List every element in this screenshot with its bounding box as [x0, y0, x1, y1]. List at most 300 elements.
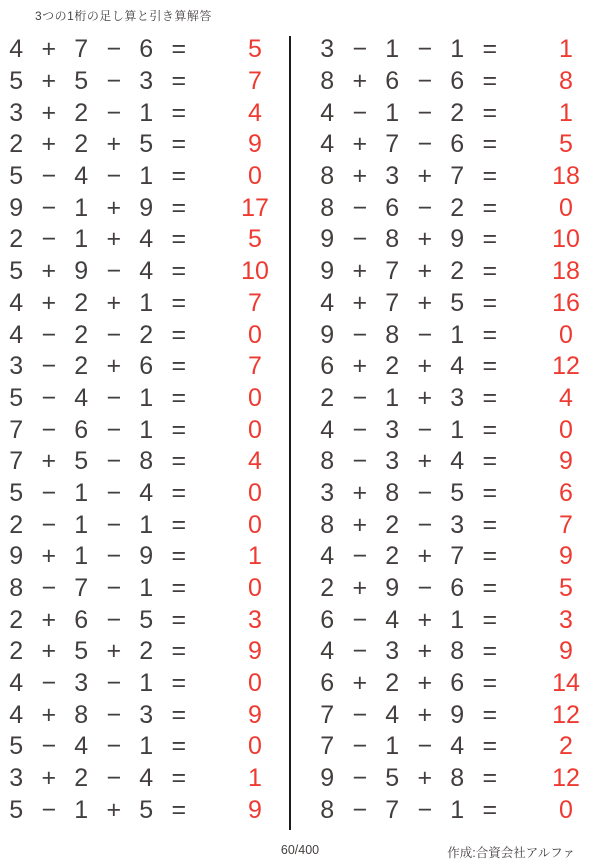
- operand: 4: [74, 732, 89, 761]
- operator: +: [41, 98, 57, 127]
- operand: 1: [139, 98, 154, 127]
- operator: −: [352, 637, 368, 666]
- equals-sign: =: [171, 795, 187, 824]
- answer-value: 9: [559, 637, 573, 666]
- answer-value: 10: [241, 257, 269, 286]
- operand: 1: [139, 162, 154, 191]
- operand: 9: [74, 257, 89, 286]
- operator: +: [417, 257, 433, 286]
- operator: +: [417, 700, 433, 729]
- operator: −: [106, 669, 122, 698]
- equation-row: [0, 509, 288, 541]
- equation-row: [311, 97, 599, 129]
- operand: 2: [74, 288, 89, 317]
- operand: 2: [74, 352, 89, 381]
- operator: −: [352, 700, 368, 729]
- operator: +: [106, 130, 122, 159]
- equals-sign: =: [482, 637, 498, 666]
- equals-sign: =: [482, 67, 498, 96]
- equation-row: [0, 763, 288, 795]
- equals-sign: =: [482, 257, 498, 286]
- operator: −: [417, 320, 433, 349]
- operator: −: [106, 98, 122, 127]
- operand: 8: [320, 67, 335, 96]
- operand: 5: [450, 478, 465, 507]
- operator: +: [417, 542, 433, 571]
- equation-row: [311, 795, 599, 827]
- operand: 2: [74, 320, 89, 349]
- equation-row: [0, 66, 288, 98]
- equals-sign: =: [171, 130, 187, 159]
- equals-sign: =: [482, 225, 498, 254]
- equation-row: [311, 763, 599, 795]
- operand: 4: [139, 764, 154, 793]
- operand: 2: [9, 605, 24, 634]
- operand: 6: [74, 415, 89, 444]
- operand: 8: [320, 795, 335, 824]
- answer-value: 0: [559, 415, 573, 444]
- operand: 4: [74, 383, 89, 412]
- operand: 5: [9, 383, 24, 412]
- operator: −: [41, 383, 57, 412]
- operand: 4: [139, 257, 154, 286]
- operand: 5: [139, 130, 154, 159]
- equation-row: [0, 351, 288, 383]
- equation-row: [311, 383, 599, 415]
- operand: 1: [385, 383, 400, 412]
- operator: +: [417, 162, 433, 191]
- operator: −: [417, 67, 433, 96]
- operand: 1: [74, 225, 89, 254]
- operand: 3: [9, 352, 24, 381]
- operator: −: [41, 732, 57, 761]
- operand: 3: [385, 162, 400, 191]
- column-divider-line: [289, 36, 291, 830]
- operand: 9: [139, 542, 154, 571]
- equation-row: [311, 192, 599, 224]
- operand: 9: [450, 225, 465, 254]
- operand: 9: [139, 193, 154, 222]
- operand: 3: [385, 415, 400, 444]
- operand: 1: [139, 732, 154, 761]
- operator: −: [417, 510, 433, 539]
- operand: 4: [385, 700, 400, 729]
- equals-sign: =: [482, 320, 498, 349]
- answer-value: 12: [552, 764, 580, 793]
- equals-sign: =: [482, 193, 498, 222]
- answer-value: 1: [248, 764, 262, 793]
- operator: −: [106, 732, 122, 761]
- operand: 6: [139, 352, 154, 381]
- answer-value: 0: [248, 478, 262, 507]
- answer-value: 8: [559, 67, 573, 96]
- operator: +: [417, 352, 433, 381]
- answer-value: 17: [241, 193, 269, 222]
- operand: 2: [9, 225, 24, 254]
- equation-row: [311, 129, 599, 161]
- operand: 4: [9, 700, 24, 729]
- equals-sign: =: [171, 510, 187, 539]
- equations-column-left: [0, 34, 288, 826]
- operand: 3: [139, 700, 154, 729]
- operand: 3: [320, 478, 335, 507]
- equation-row: [311, 66, 599, 98]
- equation-row: [0, 573, 288, 605]
- answer-value: 9: [248, 130, 262, 159]
- equals-sign: =: [482, 98, 498, 127]
- operand: 7: [9, 415, 24, 444]
- operand: 9: [385, 574, 400, 603]
- equals-sign: =: [171, 700, 187, 729]
- answer-value: 0: [248, 574, 262, 603]
- answer-value: 1: [559, 98, 573, 127]
- operand: 1: [450, 415, 465, 444]
- operand: 3: [385, 447, 400, 476]
- operand: 4: [320, 288, 335, 317]
- operator: +: [41, 288, 57, 317]
- equation-row: [311, 161, 599, 193]
- operator: −: [417, 574, 433, 603]
- equals-sign: =: [171, 605, 187, 634]
- answer-value: 18: [552, 162, 580, 191]
- equation-row: [311, 668, 599, 700]
- answer-value: 3: [559, 605, 573, 634]
- operator: +: [41, 700, 57, 729]
- equals-sign: =: [171, 669, 187, 698]
- equals-sign: =: [171, 225, 187, 254]
- operand: 7: [320, 732, 335, 761]
- operand: 3: [450, 383, 465, 412]
- operator: −: [417, 478, 433, 507]
- answer-value: 0: [559, 795, 573, 824]
- equals-sign: =: [482, 447, 498, 476]
- answer-value: 9: [248, 637, 262, 666]
- operand: 9: [9, 193, 24, 222]
- operand: 5: [9, 67, 24, 96]
- operator: +: [41, 67, 57, 96]
- equation-row: [0, 795, 288, 827]
- operand: 4: [9, 669, 24, 698]
- operand: 7: [9, 447, 24, 476]
- equals-sign: =: [171, 574, 187, 603]
- operand: 2: [450, 193, 465, 222]
- operator: +: [352, 352, 368, 381]
- operand: 6: [320, 605, 335, 634]
- operand: 3: [450, 510, 465, 539]
- operator: −: [106, 320, 122, 349]
- operand: 2: [139, 637, 154, 666]
- operand: 5: [9, 795, 24, 824]
- operand: 8: [320, 447, 335, 476]
- equation-row: [0, 604, 288, 636]
- equation-row: [311, 256, 599, 288]
- answer-value: 5: [248, 225, 262, 254]
- operand: 8: [9, 574, 24, 603]
- operand: 1: [74, 193, 89, 222]
- equals-sign: =: [171, 383, 187, 412]
- operand: 9: [320, 257, 335, 286]
- operand: 9: [320, 320, 335, 349]
- operand: 7: [450, 162, 465, 191]
- equals-sign: =: [171, 732, 187, 761]
- operator: −: [106, 35, 122, 64]
- operand: 1: [74, 510, 89, 539]
- operand: 7: [385, 257, 400, 286]
- operator: −: [41, 415, 57, 444]
- operator: +: [41, 605, 57, 634]
- operand: 4: [450, 732, 465, 761]
- operand: 8: [139, 447, 154, 476]
- operand: 7: [74, 35, 89, 64]
- operator: −: [106, 478, 122, 507]
- operator: +: [417, 669, 433, 698]
- operator: −: [106, 700, 122, 729]
- credit-text: 作成:合資会社アルファ: [447, 846, 575, 860]
- operand: 1: [139, 415, 154, 444]
- operand: 1: [450, 795, 465, 824]
- equation-row: [311, 699, 599, 731]
- operator: +: [417, 447, 433, 476]
- equals-sign: =: [482, 288, 498, 317]
- equation-row: [311, 446, 599, 478]
- equation-row: [311, 509, 599, 541]
- operator: −: [41, 225, 57, 254]
- operand: 4: [320, 130, 335, 159]
- equals-sign: =: [482, 542, 498, 571]
- equation-row: [0, 446, 288, 478]
- equation-row: [0, 319, 288, 351]
- equals-sign: =: [482, 605, 498, 634]
- operand: 8: [450, 764, 465, 793]
- operator: −: [352, 732, 368, 761]
- answer-value: 10: [552, 225, 580, 254]
- operator: +: [352, 288, 368, 317]
- operator: −: [417, 193, 433, 222]
- operator: −: [41, 574, 57, 603]
- equation-row: [311, 731, 599, 763]
- operator: +: [106, 288, 122, 317]
- operator: +: [41, 764, 57, 793]
- equation-row: [0, 414, 288, 446]
- equals-sign: =: [171, 257, 187, 286]
- operator: −: [352, 193, 368, 222]
- equals-sign: =: [482, 130, 498, 159]
- equation-row: [0, 192, 288, 224]
- operator: −: [352, 35, 368, 64]
- operand: 4: [139, 478, 154, 507]
- equals-sign: =: [482, 510, 498, 539]
- operand: 6: [450, 130, 465, 159]
- answer-value: 14: [552, 669, 580, 698]
- operator: +: [352, 574, 368, 603]
- operand: 4: [450, 447, 465, 476]
- operand: 6: [385, 67, 400, 96]
- operand: 6: [450, 67, 465, 96]
- operator: +: [41, 257, 57, 286]
- operator: +: [417, 637, 433, 666]
- equals-sign: =: [482, 764, 498, 793]
- operator: +: [106, 637, 122, 666]
- answer-value: 0: [559, 320, 573, 349]
- operator: +: [41, 542, 57, 571]
- answer-value: 2: [559, 732, 573, 761]
- answer-value: 7: [248, 67, 262, 96]
- operand: 3: [9, 764, 24, 793]
- operand: 2: [450, 257, 465, 286]
- equals-sign: =: [482, 478, 498, 507]
- operand: 7: [385, 130, 400, 159]
- operand: 2: [74, 764, 89, 793]
- operand: 6: [139, 35, 154, 64]
- operator: −: [352, 764, 368, 793]
- equation-row: [311, 224, 599, 256]
- operand: 4: [320, 542, 335, 571]
- operator: −: [352, 447, 368, 476]
- answer-value: 0: [248, 732, 262, 761]
- operand: 1: [450, 320, 465, 349]
- answer-value: 5: [559, 574, 573, 603]
- operator: −: [106, 415, 122, 444]
- operator: −: [417, 130, 433, 159]
- operand: 6: [450, 574, 465, 603]
- operand: 9: [450, 700, 465, 729]
- operand: 1: [74, 542, 89, 571]
- equation-row: [0, 34, 288, 66]
- operand: 2: [74, 130, 89, 159]
- answer-value: 0: [248, 669, 262, 698]
- operand: 9: [320, 764, 335, 793]
- operator: −: [106, 447, 122, 476]
- operator: −: [352, 795, 368, 824]
- operand: 6: [450, 669, 465, 698]
- answer-value: 4: [559, 383, 573, 412]
- equation-row: [0, 383, 288, 415]
- equals-sign: =: [171, 764, 187, 793]
- operator: +: [417, 225, 433, 254]
- operand: 5: [9, 478, 24, 507]
- operator: +: [417, 764, 433, 793]
- operand: 7: [385, 795, 400, 824]
- operand: 2: [385, 542, 400, 571]
- operator: −: [106, 257, 122, 286]
- equation-row: [0, 97, 288, 129]
- equation-row: [311, 573, 599, 605]
- operand: 5: [9, 162, 24, 191]
- operand: 7: [320, 700, 335, 729]
- equals-sign: =: [482, 383, 498, 412]
- operator: −: [417, 415, 433, 444]
- operator: −: [352, 225, 368, 254]
- operator: −: [352, 542, 368, 571]
- operand: 6: [320, 352, 335, 381]
- operator: −: [41, 193, 57, 222]
- equation-row: [311, 319, 599, 351]
- operand: 2: [320, 574, 335, 603]
- operator: +: [41, 130, 57, 159]
- operand: 7: [74, 574, 89, 603]
- equals-sign: =: [171, 637, 187, 666]
- operand: 2: [320, 383, 335, 412]
- equals-sign: =: [171, 35, 187, 64]
- operand: 1: [385, 98, 400, 127]
- operator: −: [41, 162, 57, 191]
- operator: −: [352, 383, 368, 412]
- equation-row: [0, 699, 288, 731]
- operator: +: [352, 162, 368, 191]
- operand: 1: [139, 669, 154, 698]
- operator: −: [106, 510, 122, 539]
- operator: −: [106, 162, 122, 191]
- operand: 4: [450, 352, 465, 381]
- operand: 3: [385, 637, 400, 666]
- equals-sign: =: [482, 162, 498, 191]
- operator: −: [41, 669, 57, 698]
- operand: 2: [139, 320, 154, 349]
- operand: 9: [9, 542, 24, 571]
- equals-sign: =: [171, 478, 187, 507]
- operator: −: [106, 764, 122, 793]
- operator: −: [41, 352, 57, 381]
- page-title: 3つの1桁の足し算と引き算解答: [35, 9, 212, 23]
- operand: 5: [385, 764, 400, 793]
- equation-row: [0, 224, 288, 256]
- operand: 5: [74, 447, 89, 476]
- operand: 7: [450, 542, 465, 571]
- answer-value: 9: [559, 542, 573, 571]
- equation-row: [0, 668, 288, 700]
- answer-value: 4: [248, 447, 262, 476]
- equation-row: [311, 288, 599, 320]
- operand: 1: [139, 574, 154, 603]
- operand: 7: [385, 288, 400, 317]
- operator: +: [106, 193, 122, 222]
- equation-row: [311, 414, 599, 446]
- operator: +: [417, 288, 433, 317]
- answer-value: 6: [559, 478, 573, 507]
- operator: −: [352, 320, 368, 349]
- equals-sign: =: [482, 574, 498, 603]
- operand: 5: [9, 732, 24, 761]
- operand: 4: [385, 605, 400, 634]
- operand: 6: [385, 193, 400, 222]
- operator: −: [417, 795, 433, 824]
- equation-row: [311, 478, 599, 510]
- operator: +: [352, 478, 368, 507]
- equation-row: [0, 288, 288, 320]
- operand: 2: [9, 510, 24, 539]
- equals-sign: =: [171, 447, 187, 476]
- equation-row: [311, 34, 599, 66]
- equals-sign: =: [482, 35, 498, 64]
- equals-sign: =: [482, 669, 498, 698]
- answer-value: 12: [552, 700, 580, 729]
- operand: 5: [139, 605, 154, 634]
- answer-value: 0: [248, 162, 262, 191]
- equals-sign: =: [482, 795, 498, 824]
- answer-value: 0: [559, 193, 573, 222]
- equation-row: [0, 478, 288, 510]
- equations-column-right: [311, 34, 599, 826]
- operand: 2: [450, 98, 465, 127]
- operand: 1: [74, 795, 89, 824]
- operator: +: [41, 447, 57, 476]
- answer-value: 1: [248, 542, 262, 571]
- operator: −: [106, 67, 122, 96]
- answer-value: 1: [559, 35, 573, 64]
- operand: 1: [450, 605, 465, 634]
- operator: −: [41, 478, 57, 507]
- operand: 1: [139, 288, 154, 317]
